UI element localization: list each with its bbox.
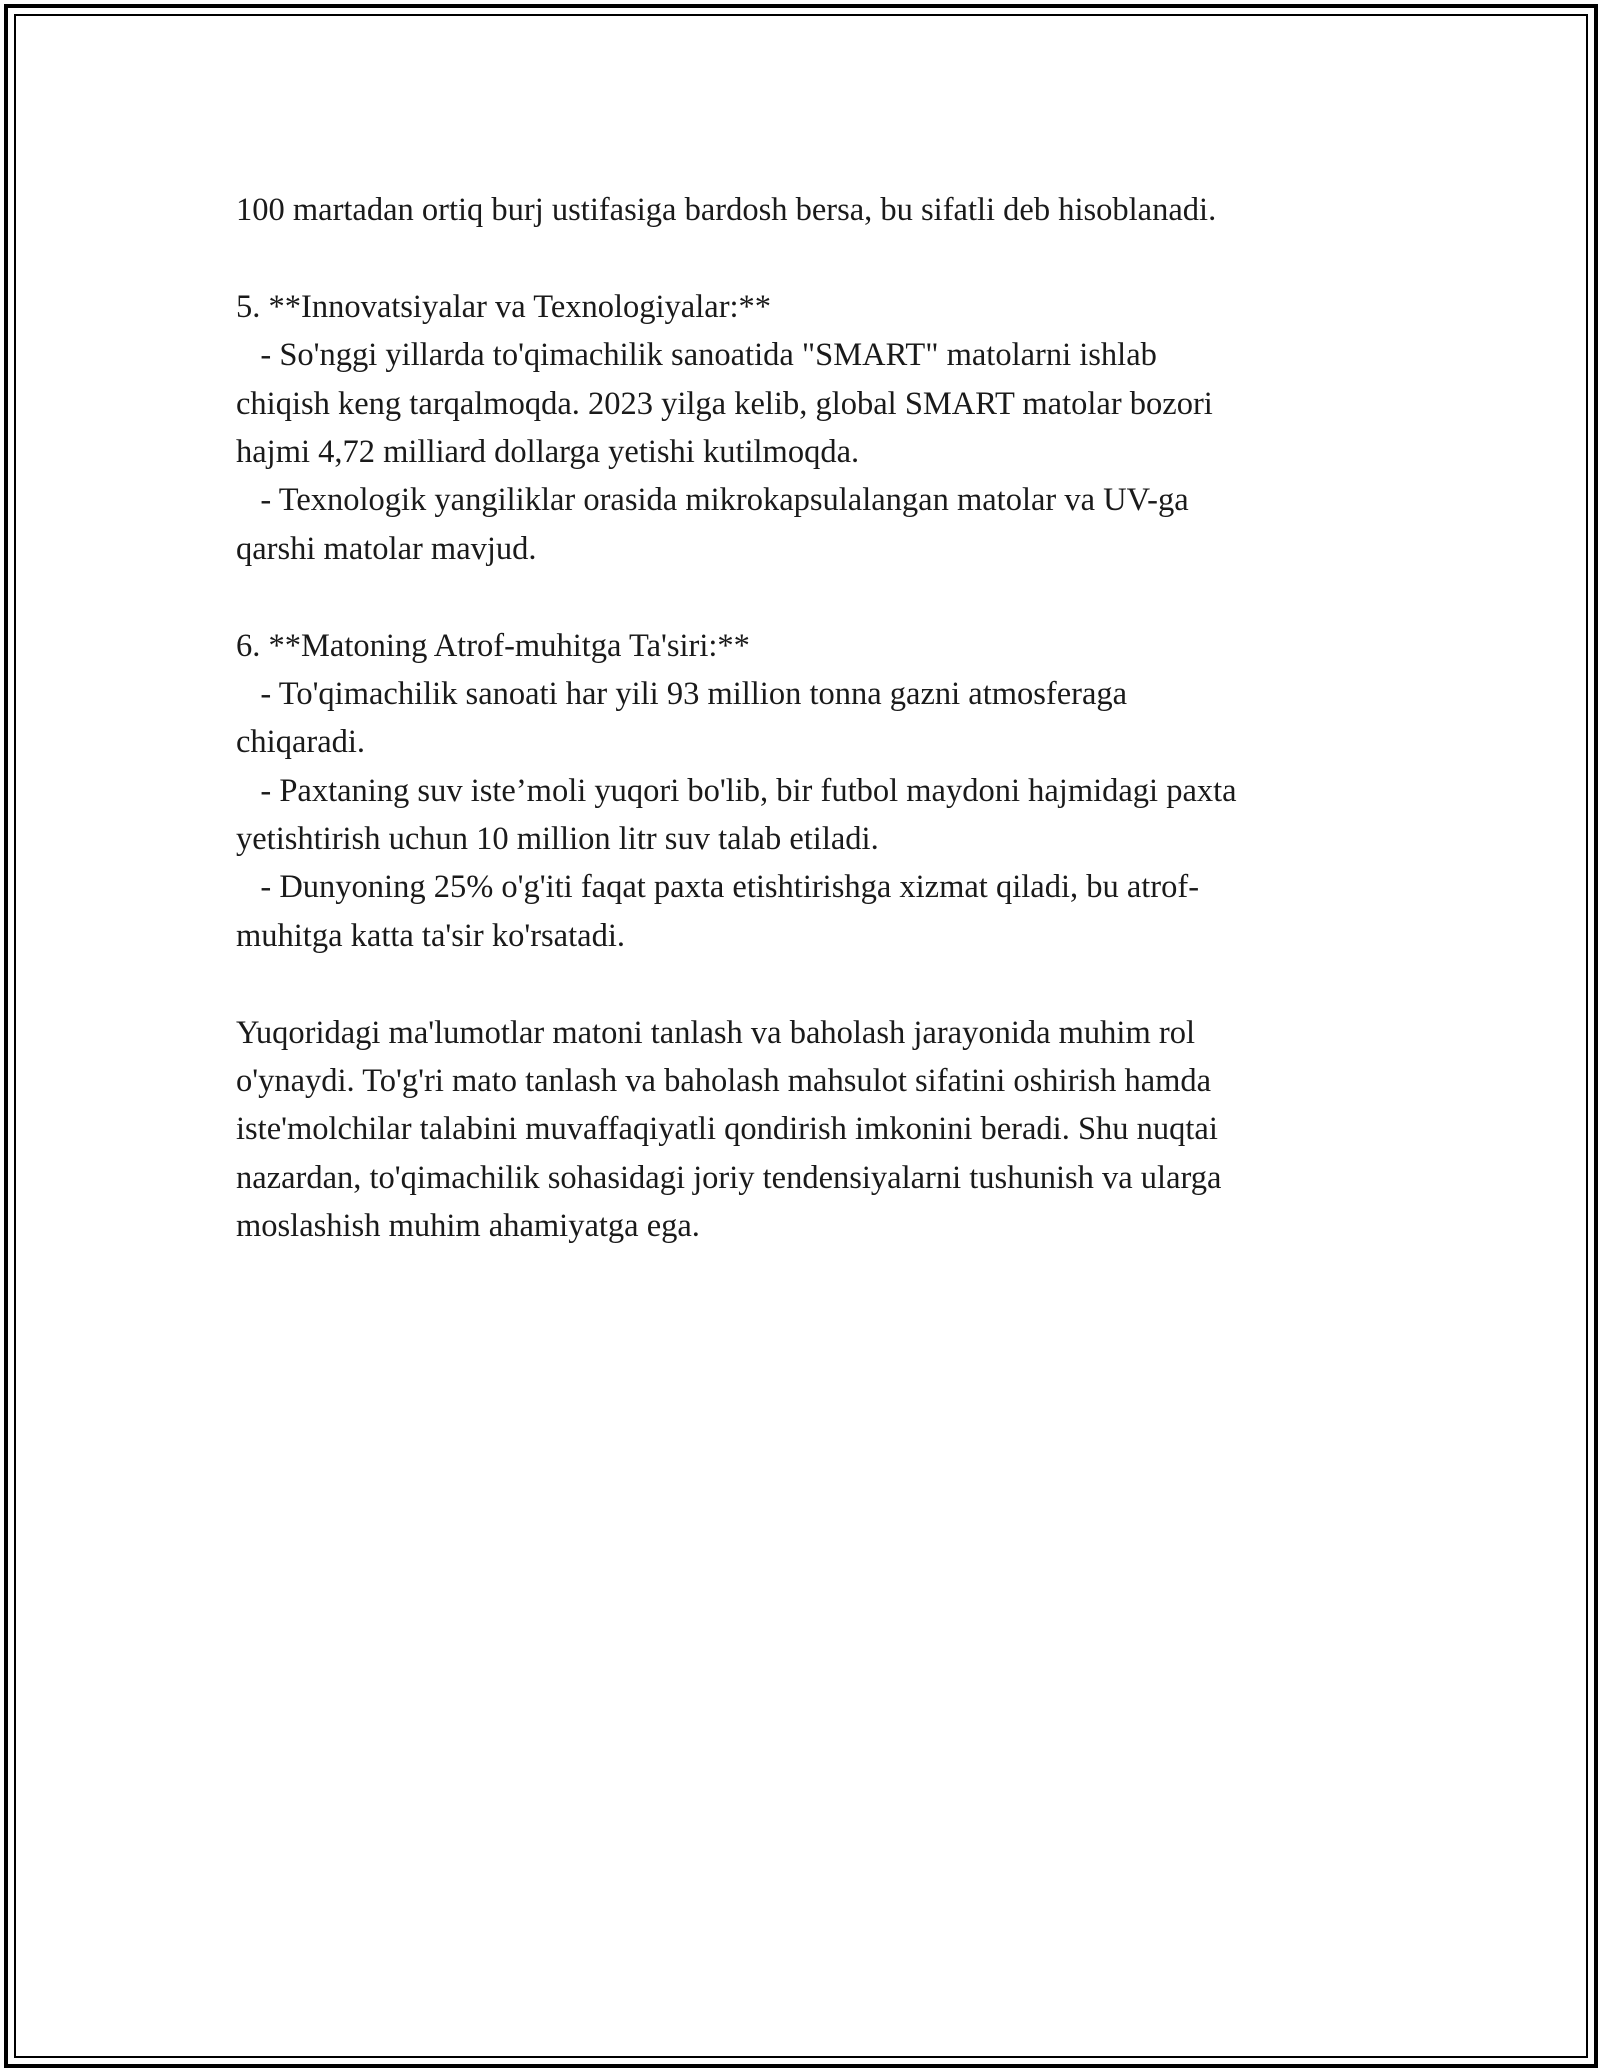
blank-line [236, 573, 1386, 621]
text-line: - Texnologik yangiliklar orasida mikrokapsulalangan matolar va UV-ga [236, 482, 1189, 519]
section-heading: 5. **Innovatsiyalar va Texnologiyalar:** [236, 288, 772, 325]
text-line: nazardan, to'qimachilik sohasidagi joriy tendensiyalarni tushunish va ularga [236, 1159, 1222, 1196]
text-line: - Dunyoning 25% o'g'iti faqat paxta etishtirishga xizmat qiladi, bu atrof- [236, 869, 1200, 906]
text-line: - To'qimachilik sanoati har yili 93 million tonna gazni atmosferaga [236, 675, 1128, 712]
text-line: Yuqoridagi ma'lumotlar matoni tanlash va baholash jarayonida muhim rol [236, 1014, 1195, 1051]
text-line: hajmi 4,72 milliard dollarga yetishi kutilmoqda. [236, 433, 860, 470]
text-line: yetishtirish uchun 10 million litr suv talab etiladi. [236, 821, 879, 858]
blank-line [236, 234, 1386, 282]
text-line: moslashish muhim ahamiyatga ega. [236, 1208, 700, 1245]
text-line: - Paxtaning suv iste’moli yuqori bo'lib, bir futbol maydoni hajmidagi paxta [236, 772, 1237, 809]
text-line: - So'nggi yillarda to'qimachilik sanoatida "SMART" matolarni ishlab [236, 337, 1157, 374]
document-body [236, 186, 1386, 1251]
text-line: muhitga katta ta'sir ko'rsatadi. [236, 917, 625, 954]
section-heading: 6. **Matoning Atrof-muhitga Ta'siri:** [236, 627, 750, 664]
text-line: chiqaradi. [236, 724, 366, 761]
text-line: qarshi matolar mavjud. [236, 530, 537, 567]
text-line: iste'molchilar talabini muvaffaqiyatli qondirish imkonini beradi. Shu nuqtai [236, 1111, 1218, 1148]
blank-line [236, 960, 1386, 1008]
text-line: chiqish keng tarqalmoqda. 2023 yilga kelib, global SMART matolar bozori [236, 385, 1213, 422]
text-line: o'ynaydi. To'g'ri mato tanlash va baholash mahsulot sifatini oshirish hamda [236, 1063, 1212, 1100]
text-line: 100 martadan ortiq burj ustifasiga bardosh bersa, bu sifatli deb hisoblanadi. [236, 192, 1217, 228]
